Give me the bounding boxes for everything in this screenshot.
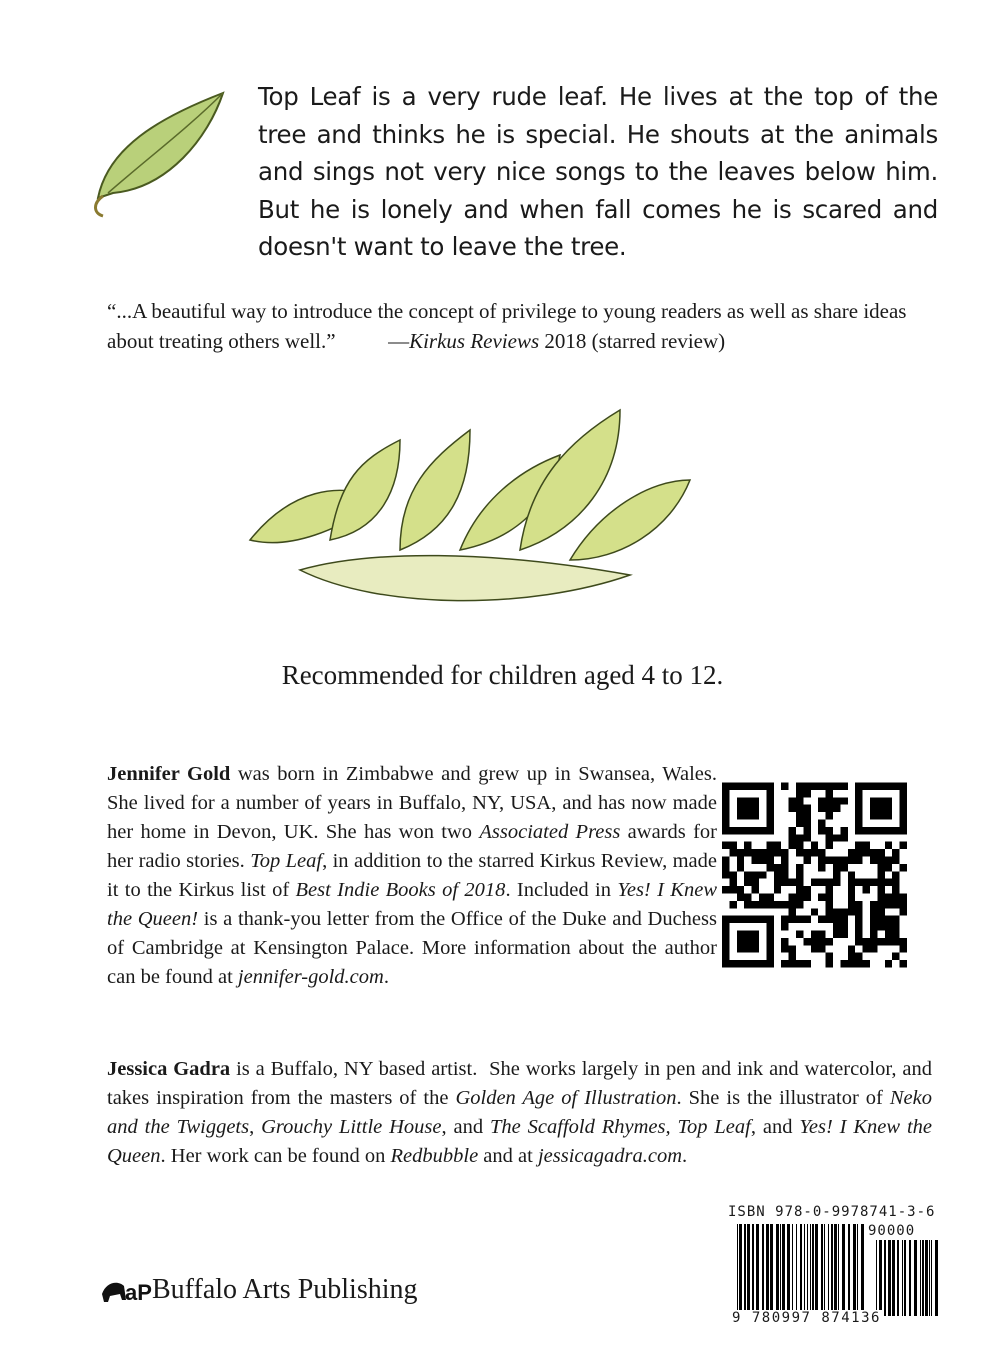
publisher-name: Buffalo Arts Publishing: [152, 1274, 418, 1305]
title-italic: Grouchy Little House: [261, 1116, 442, 1138]
title-italic: Neko and the Twiggets: [107, 1087, 938, 1138]
text-segment: awards for her radio stories.: [107, 821, 723, 872]
text-segment: 2018 (starred review): [539, 329, 726, 353]
text-segment: .: [682, 1145, 688, 1167]
title-italic: jennifer-gold.com: [237, 966, 384, 988]
name-bold: Jennifer Gold: [107, 763, 231, 785]
illustrator-bio: [107, 1055, 938, 1171]
publisher-logo: [100, 1274, 418, 1306]
name-bold: Jessica Gadra: [107, 1058, 231, 1080]
age-recommendation: Recommended for children aged 4 to 12.: [281, 660, 724, 690]
barcode-digits: 9 780997 874136: [732, 1310, 881, 1326]
text-segment: “...A beautiful way to introduce the concept of privilege to young readers as well as share ideas about treating others well.” —: [107, 299, 912, 353]
buffalo-icon: [100, 1276, 152, 1305]
svg-text:aP: aP: [125, 1280, 152, 1305]
title-italic: Associated Press: [479, 821, 621, 843]
text-segment: . Included in: [505, 879, 618, 901]
text-segment: , and: [441, 1116, 491, 1138]
text-segment: and at: [478, 1145, 538, 1167]
text-segment: . Her work can be found on: [160, 1145, 391, 1167]
isbn-label: ISBN 978-0-9978741-3-6: [728, 1204, 936, 1220]
leaves-illustration: [230, 400, 700, 650]
text-segment: is a Buffalo, NY based artist. She works largely in pen and ink and watercolor, and takes inspiration from the masters of the: [107, 1058, 938, 1109]
leaf-illustration: [88, 88, 228, 218]
text-segment: .: [383, 966, 389, 988]
title-italic: Golden Age of Illustration: [455, 1087, 677, 1109]
text-segment: , and: [750, 1116, 800, 1138]
author-bio: [107, 760, 723, 992]
title-italic: jessicagadra.com: [537, 1145, 683, 1167]
title-italic: Kirkus Reviews: [409, 329, 540, 353]
title-italic: The Scaffold Rhymes, Top Leaf: [490, 1116, 751, 1138]
title-italic: Redbubble: [390, 1145, 479, 1167]
text-segment: is a thank-you letter from the Office of the Duke and Duchess of Cambridge at Kensington Palace. More information about the author can be found at: [107, 908, 723, 988]
book-blurb: Top Leaf is a very rude leaf. He lives at the top of the tree and thinks he is special. He shouts at the animals and sings not very nice songs to the leaves below him. But he is lonely and when fall comes he is scared and doesn't want to leave the tree.: [258, 82, 938, 261]
title-italic: Best Indie Books of 2018: [295, 879, 506, 901]
qr-code[interactable]: [722, 770, 907, 980]
review-quote: [107, 296, 937, 356]
text-segment: . She is the illustrator of: [676, 1087, 890, 1109]
text-segment: was born in Zimbabwe and grew up in Swansea, Wales. She lived for a number of years in Buffalo, NY, USA, and has now made her home in Devon, UK. She has won two: [107, 763, 723, 843]
price-addon: 90000: [868, 1223, 916, 1239]
title-italic: Top Leaf: [250, 850, 323, 872]
text-segment: , in addition to the starred Kirkus Review, made it to the Kirkus list of: [107, 850, 723, 901]
title-italic: Yes! I Knew the Queen!: [107, 879, 723, 930]
text-segment: ,: [249, 1116, 262, 1138]
title-italic: Yes! I Knew the Queen: [107, 1116, 938, 1167]
